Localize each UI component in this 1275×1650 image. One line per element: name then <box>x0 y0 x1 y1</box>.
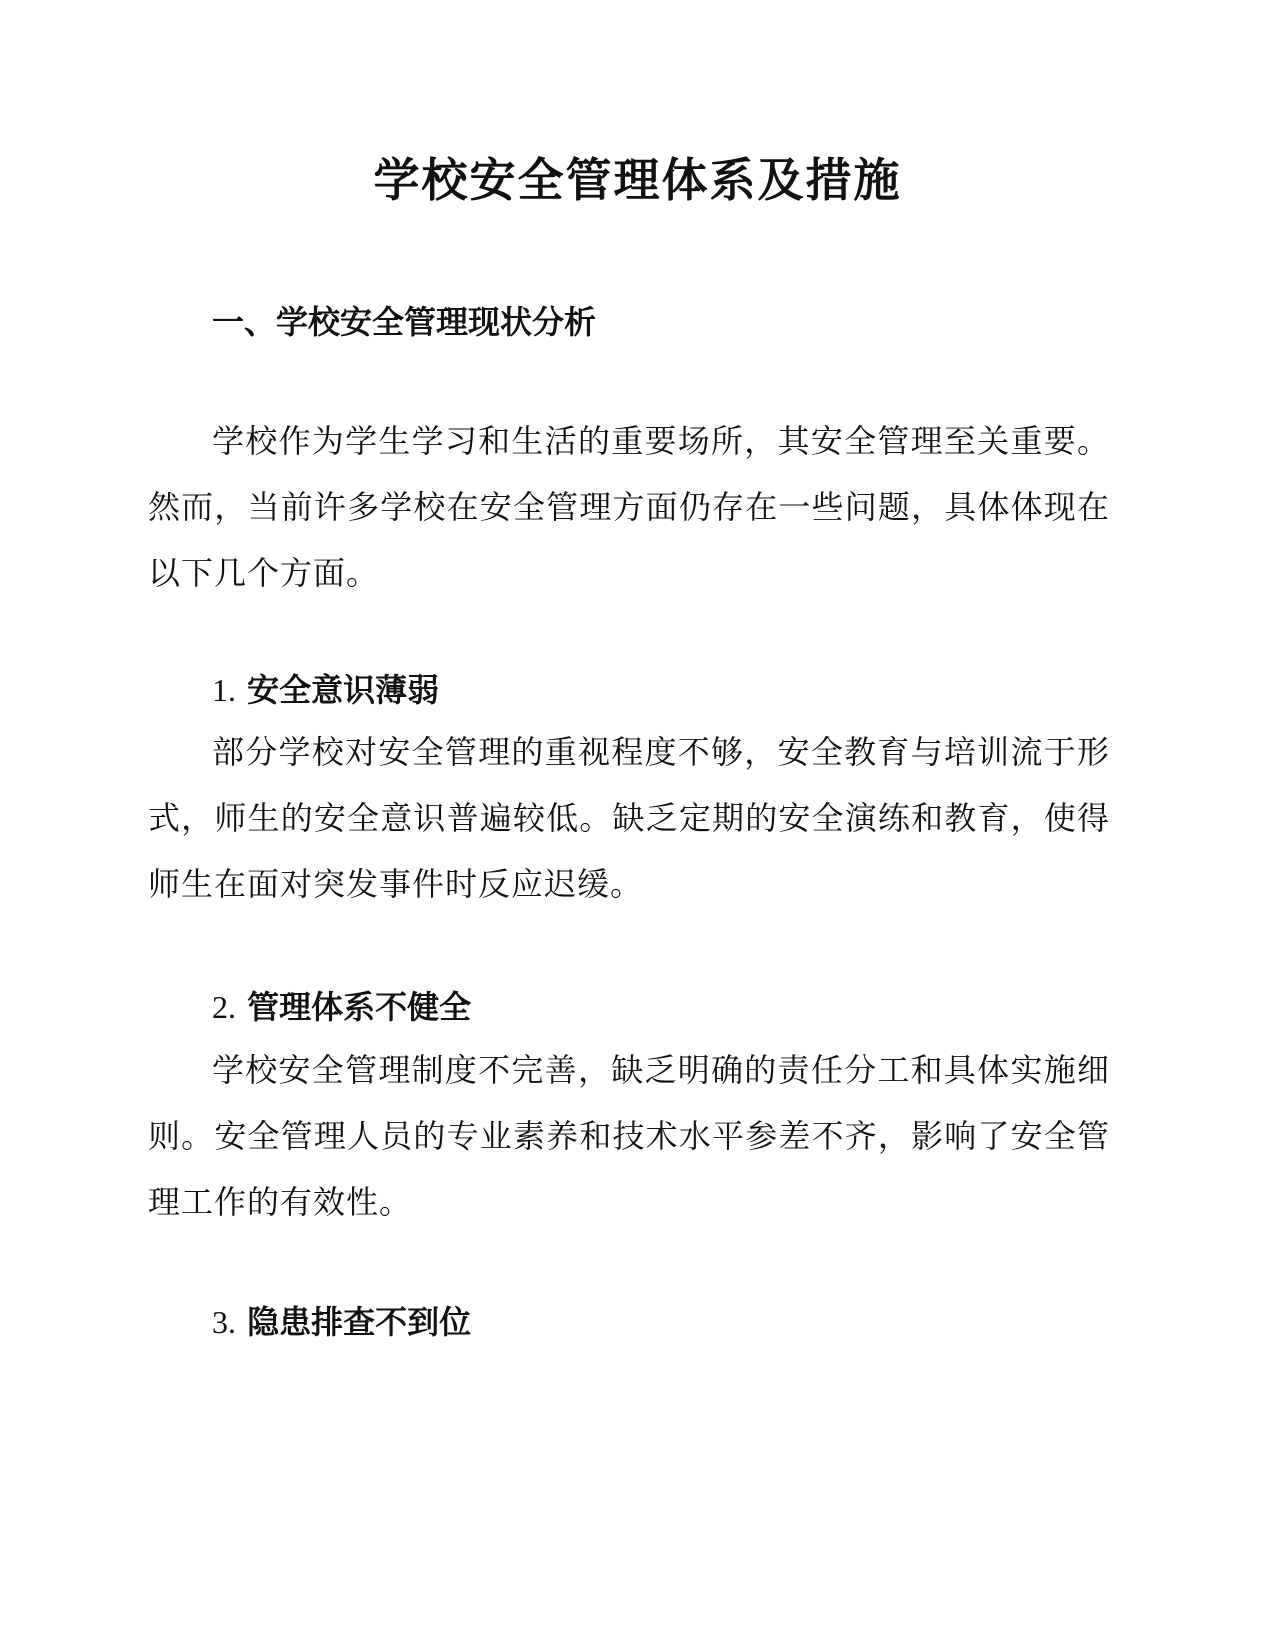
item-2-paragraph: 学校安全管理制度不完善，缺乏明确的责任分工和具体实施细则。安全管理人员的专业素养和技术水平参差不齐，影响了安全管理工作的有效性。 <box>148 1051 1110 1221</box>
item-1-number: 1. <box>212 672 236 708</box>
section-heading: 一、学校安全管理现状分析 <box>212 303 597 341</box>
item-3-heading <box>212 1300 471 1344</box>
item-3-title: 隐患排查不到位 <box>247 1303 472 1341</box>
item-2-number: 2. <box>212 989 236 1025</box>
document-title: 学校安全管理体系及措施 <box>373 153 902 207</box>
item-1-heading <box>212 668 439 712</box>
item-2-title: 管理体系不健全 <box>247 988 472 1026</box>
intro-paragraph: 学校作为学生学习和生活的重要场所，其安全管理至关重要。然而，当前许多学校在安全管理方面仍存在一些问题，具体体现在以下几个方面。 <box>148 422 1110 592</box>
item-3-number: 3. <box>212 1304 236 1340</box>
item-1-title: 安全意识薄弱 <box>247 671 440 709</box>
item-2-heading <box>212 985 471 1029</box>
item-1-paragraph: 部分学校对安全管理的重视程度不够，安全教育与培训流于形式，师生的安全意识普遍较低。缺乏定期的安全演练和教育，使得师生在面对突发事件时反应迟缓。 <box>148 733 1110 903</box>
